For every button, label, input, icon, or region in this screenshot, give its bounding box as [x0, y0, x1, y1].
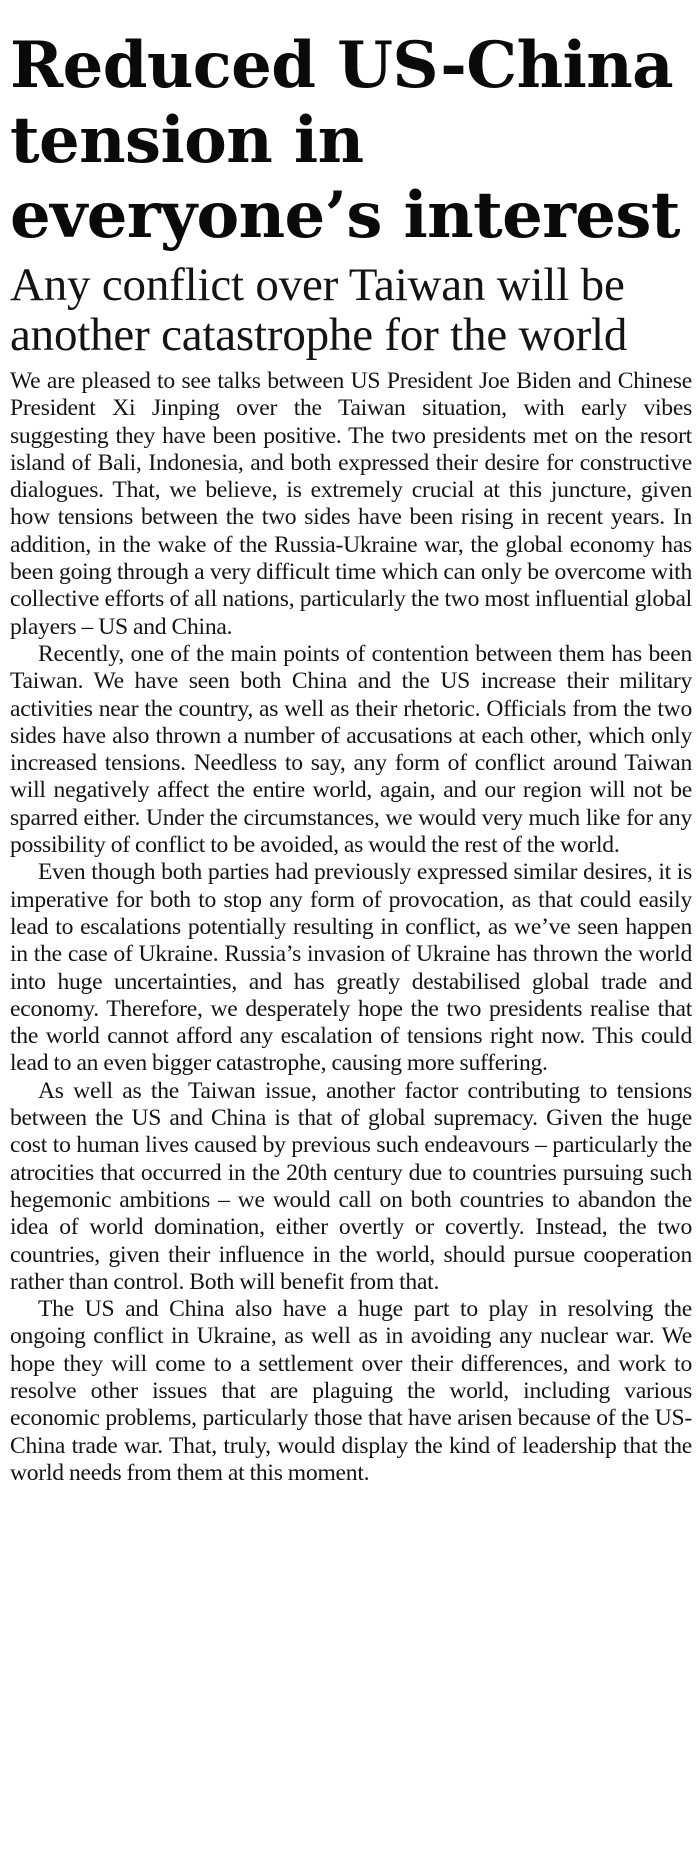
body-paragraph: The US and China also have a huge part to play in resolving the ongoing conflict in Ukraine, as well as in avoiding any nuclear war. We hope they will come to a settlement over their differences, and work to resolve other issues that are plaguing the world, including various economic problems, particularly those that have arisen because of the US-China trade war. That, truly, would display the kind of leadership that the world needs from them at this moment.	[10, 1296, 692, 1486]
article-headline: Reduced US-China tension in everyone’s interest	[10, 28, 680, 253]
body-paragraph: As well as the Taiwan issue, another factor contributing to tensions between the US and China is that of global supremacy. Given the huge cost to human lives caused by previous such endeavours – particularly the atrocities that occurred in the 20th century due to countries pursuing such hegemonic ambitions – we would call on both countries to abandon the idea of world domination, either overtly or covertly. Instead, the two countries, given their influence in the world, should pursue cooperation rather than control. Both will benefit from that.	[10, 1077, 692, 1295]
article-body	[10, 368, 692, 1487]
body-paragraph: We are pleased to see talks between US President Joe Biden and Chinese President Xi Jinping over the Taiwan situation, with early vibes suggesting they have been positive. The two presidents met on the resort island of Bali, Indonesia, and both expressed their desire for constructive dialogues. That, we believe, is extremely crucial at this juncture, given how tensions between the two sides have been rising in recent years. In addition, in the wake of the Russia-Ukraine war, the global economy has been going through a very difficult time which can only be overcome with collective efforts of all nations, particularly the two most influential global players – US and China.	[10, 368, 692, 640]
body-paragraph: Recently, one of the main points of contention between them has been Taiwan. We have seen both China and the US increase their military activities near the country, as well as their rhetoric. Officials from the two sides have also thrown a number of accusations at each other, which only increased tensions. Needless to say, any form of conflict around Taiwan will negatively affect the entire world, again, and our region will not be sparred either. Under the circumstances, we would very much like for any possibility of conflict to be avoided, as would the rest of the world.	[10, 640, 692, 859]
article-subheadline: Any conflict over Taiwan will be another catastrophe for the world	[10, 259, 628, 361]
body-paragraph: Even though both parties had previously expressed similar desires, it is imperative for both to stop any form of provocation, as that could easily lead to escalations potentially resulting in conflict, as we’ve seen happen in the case of Ukraine. Russia’s invasion of Ukraine has thrown the world into huge uncertainties, and has greatly destabilised global trade and economy. Therefore, we desperately hope the two presidents realise that the world cannot afford any escalation of tensions right now. This could lead to an even bigger catastrophe, causing more suffering.	[10, 859, 692, 1077]
